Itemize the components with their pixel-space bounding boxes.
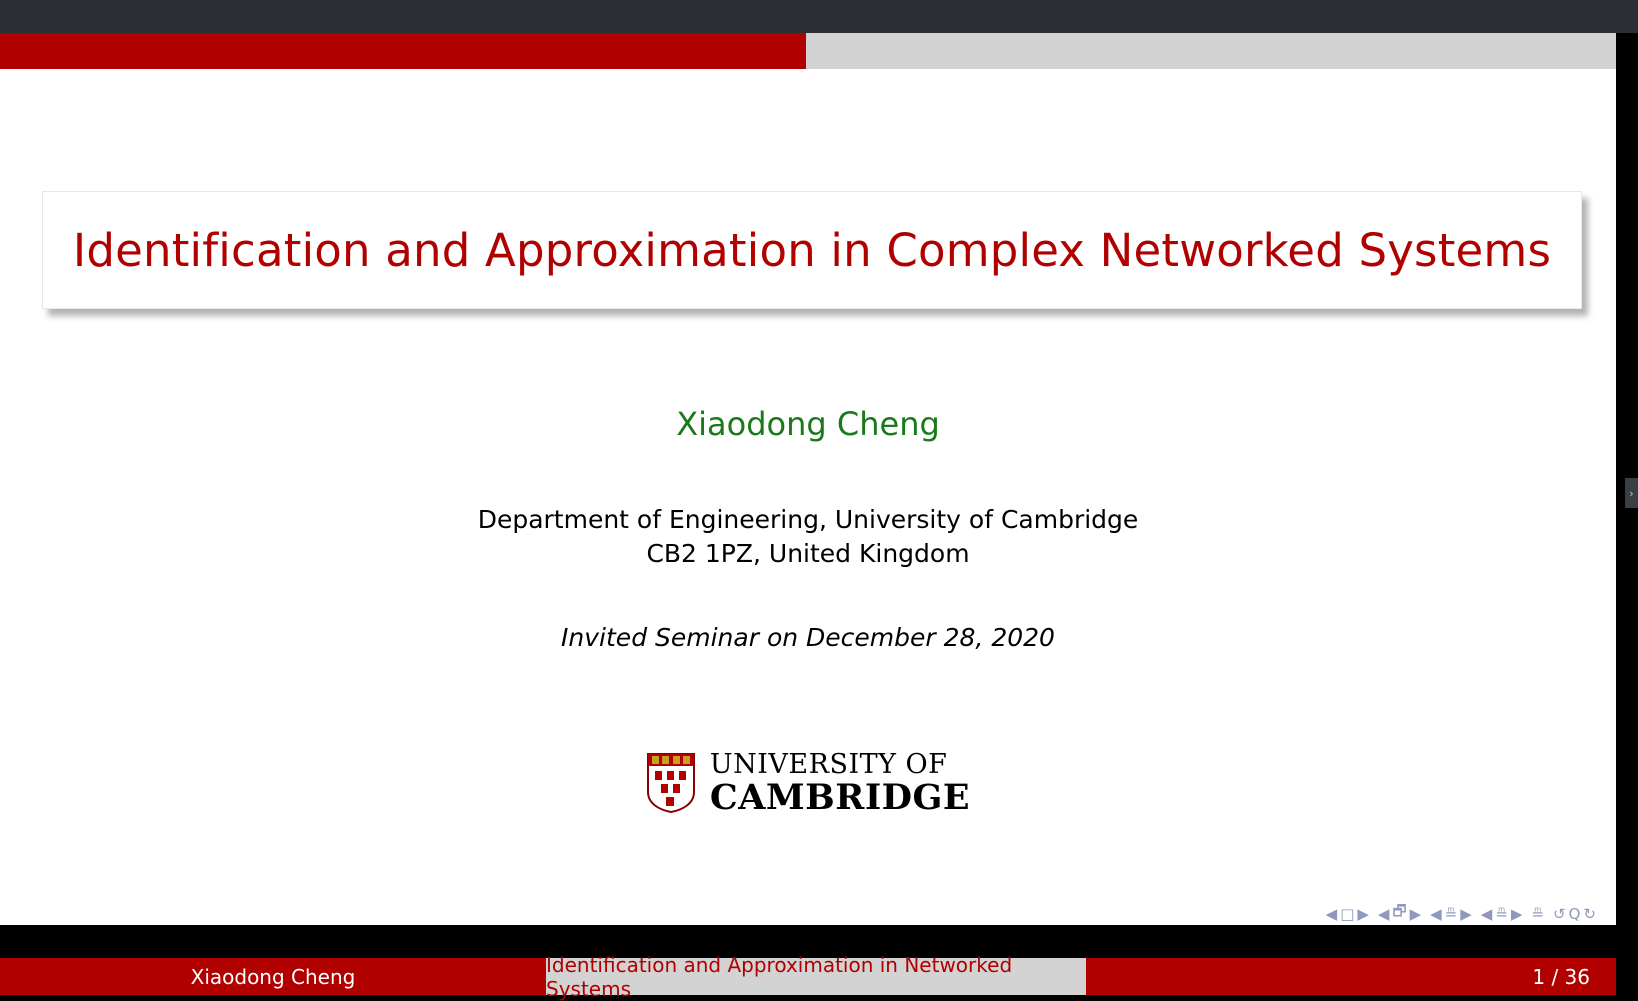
nav-subsection-next-icon[interactable]: ▶ bbox=[1460, 904, 1472, 923]
nav-next-icon[interactable]: ▶ bbox=[1357, 904, 1369, 923]
nav-group-frame[interactable] bbox=[1378, 901, 1421, 926]
nav-subsection-prev-icon[interactable]: ◀ bbox=[1430, 904, 1442, 923]
title-box bbox=[42, 191, 1582, 309]
nav-group-subsection[interactable] bbox=[1430, 905, 1472, 923]
affiliation-line-2: CB2 1PZ, United Kingdom bbox=[646, 539, 970, 568]
slide-header-bar-accent bbox=[0, 33, 806, 69]
slide-header-bar bbox=[0, 33, 1616, 69]
slide-footer bbox=[0, 952, 1616, 1001]
university-logo-line1: UNIVERSITY OF bbox=[709, 749, 948, 780]
footer-title: Identification and Approximation in Networked Systems bbox=[546, 958, 1086, 995]
university-logo-text bbox=[709, 749, 971, 818]
nav-forward-icon[interactable]: ↻ bbox=[1583, 904, 1596, 923]
affiliation-line-1: Department of Engineering, University of Cambridge bbox=[477, 505, 1139, 534]
vertical-scrollbar-handle[interactable]: › bbox=[1625, 478, 1638, 508]
nav-group-slide[interactable] bbox=[1326, 905, 1369, 923]
event-line: Invited Seminar on December 28, 2020 bbox=[561, 623, 1055, 652]
author-name: Xiaodong Cheng bbox=[676, 405, 940, 443]
footer-page-number: 1 / 36 bbox=[1086, 958, 1616, 995]
viewer-top-chrome bbox=[0, 0, 1638, 33]
nav-frame-icon[interactable]: 🗗 bbox=[1392, 902, 1407, 920]
nav-back-icon[interactable]: ↺ bbox=[1553, 904, 1566, 923]
nav-prev-icon[interactable]: ◀ bbox=[1325, 904, 1338, 923]
university-logo bbox=[0, 749, 1616, 818]
nav-doc-icon[interactable]: ≞ bbox=[1531, 904, 1545, 923]
nav-frame-next-icon[interactable]: ▶ bbox=[1409, 904, 1422, 923]
page-title: Identification and Approximation in Complex Networked Systems bbox=[72, 223, 1552, 277]
nav-search-icon[interactable]: Q bbox=[1568, 904, 1581, 923]
slide-canvas bbox=[0, 33, 1616, 1001]
nav-frame-prev-icon[interactable]: ◀ bbox=[1377, 904, 1390, 923]
nav-slide-icon[interactable]: □ bbox=[1340, 904, 1355, 923]
footer-author: Xiaodong Cheng bbox=[0, 958, 546, 995]
affiliation bbox=[0, 503, 1616, 571]
nav-subsection-icon[interactable]: ≞ bbox=[1444, 904, 1458, 923]
nav-section-icon[interactable]: ≞ bbox=[1495, 904, 1508, 923]
nav-section-prev-icon[interactable]: ◀ bbox=[1480, 904, 1493, 923]
nav-group-back-search[interactable] bbox=[1553, 905, 1596, 923]
nav-section-next-icon[interactable]: ▶ bbox=[1510, 904, 1523, 923]
cambridge-crest-icon bbox=[646, 752, 696, 814]
beamer-navigation-symbols[interactable] bbox=[1326, 901, 1596, 926]
university-logo-line2: CAMBRIDGE bbox=[709, 777, 971, 818]
nav-group-section[interactable] bbox=[1481, 905, 1523, 923]
